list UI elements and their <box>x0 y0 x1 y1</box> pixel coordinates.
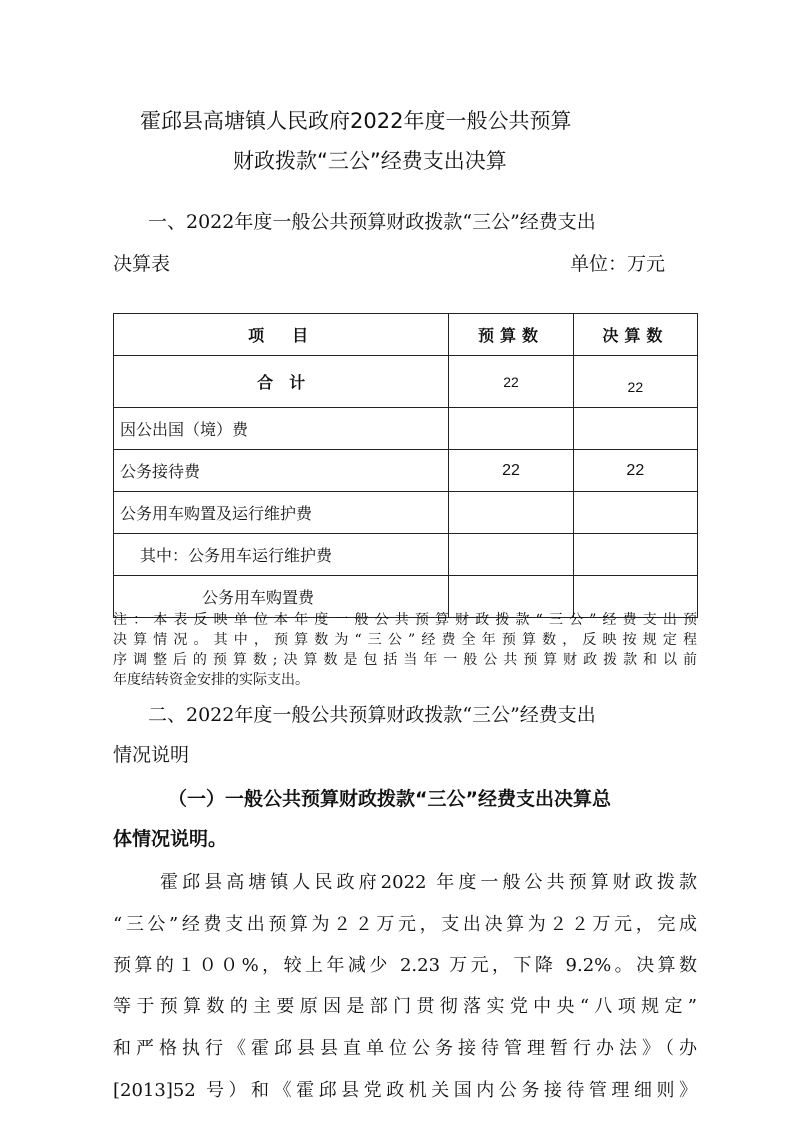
row-budget <box>449 534 573 576</box>
paragraph-line: 预算的１００%，较上年减少 2.23 万元，下降 9.2%。决算数 <box>113 955 697 976</box>
section1-heading-cont: 决算表 <box>113 253 171 275</box>
document-title-line1: 霍邱县高塘镇人民政府2022年度一般公共预算 <box>140 109 572 133</box>
section2-heading: 二、2022年度一般公共预算财政拨款“三公”经费支出 <box>148 704 596 726</box>
row-item: 公务用车购置费 <box>114 576 449 618</box>
document-title-line2: 财政拨款“三公”经费支出决算 <box>233 149 507 173</box>
paragraph-line: [2013]52 号）和《霍邱县党政机关国内公务接待管理细则》 <box>113 1080 697 1101</box>
table-note: 决算情况。其中，预算数为“三公”经费全年预算数，反映按规定程 <box>113 632 697 648</box>
row-item: 因公出国（境）费 <box>114 408 449 450</box>
paragraph-line: 霍邱县高塘镇人民政府2022 年度一般公共预算财政拨款 <box>160 872 697 893</box>
row-item: 公务用车购置及运行维护费 <box>114 492 449 534</box>
header-budget: 预算数 <box>449 314 573 356</box>
section2-heading-cont: 情况说明 <box>113 744 190 766</box>
paragraph-line: 等于预算数的主要原因是部门贯彻落实党中央“八项规定” <box>113 996 697 1017</box>
unit-label: 单位：万元 <box>570 253 666 275</box>
subsection1-heading: （一）一般公共预算财政拨款“三公”经费支出决算总 <box>168 788 611 810</box>
row-final <box>573 534 697 576</box>
table-row <box>114 450 698 492</box>
row-final <box>573 492 697 534</box>
table-row <box>114 356 698 408</box>
section1-heading: 一、2022年度一般公共预算财政拨款“三公”经费支出 <box>148 211 596 233</box>
row-final: 22 <box>573 356 697 408</box>
three-public-expenses-table <box>113 313 698 618</box>
row-budget <box>449 492 573 534</box>
table-row <box>114 492 698 534</box>
table-row <box>114 534 698 576</box>
row-budget: 22 <box>449 450 573 492</box>
paragraph-line: “三公”经费支出预算为２２万元，支出决算为２２万元，完成 <box>113 914 697 935</box>
header-item: 项 目 <box>114 314 449 356</box>
table-note: 年度结转资金安排的实际支出。 <box>113 672 309 688</box>
subsection1-heading-cont: 体情况说明。 <box>113 828 228 850</box>
table-header-row <box>114 314 698 356</box>
table-row <box>114 408 698 450</box>
paragraph-line: 和严格执行《霍邱县县直单位公务接待管理暂行办法》（办 <box>113 1038 697 1059</box>
row-budget <box>449 408 573 450</box>
row-item: 合 计 <box>114 356 449 408</box>
row-item: 公务接待费 <box>114 450 449 492</box>
table-note: 注：本表反映单位本年度一般公共预算财政拨款“三公”经费支出预 <box>113 612 697 628</box>
row-final: 22 <box>573 450 697 492</box>
table-note: 序调整后的预算数;决算数是包括当年一般公共预算财政拨款和以前 <box>113 652 697 668</box>
row-final <box>573 408 697 450</box>
row-item: 其中：公务用车运行维护费 <box>114 534 449 576</box>
header-final: 决算数 <box>573 314 697 356</box>
row-budget: 22 <box>449 356 573 408</box>
